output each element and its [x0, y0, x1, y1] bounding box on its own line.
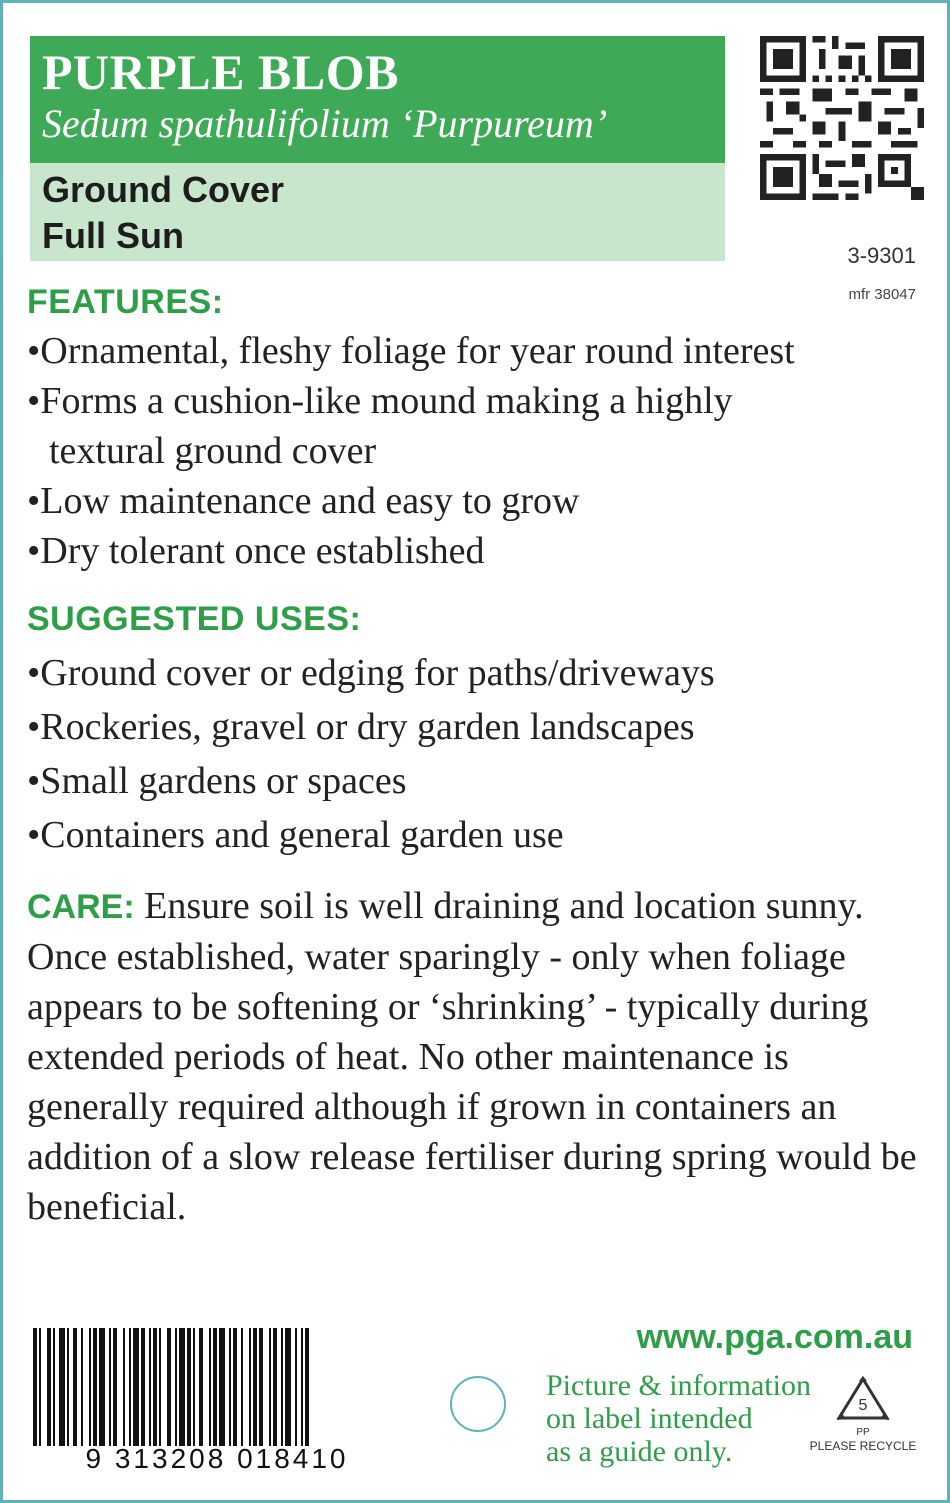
list-item: •Forms a cushion-like mound making a highly [27, 380, 733, 422]
list-item: textural ground cover [49, 430, 377, 472]
list-item: •Dry tolerant once established [27, 530, 485, 572]
qr-code-icon [760, 36, 924, 200]
disclaimer-line: Picture & information [546, 1369, 811, 1402]
attribute-sun: Full Sun [42, 215, 184, 256]
botanical-name: Sedum spathulifolium ‘Purpureum’ [42, 101, 608, 146]
title-box [30, 36, 725, 261]
common-name: PURPLE BLOB [42, 44, 399, 100]
mfr-code: mfr 38047 [848, 286, 916, 303]
barcode-icon [33, 1328, 401, 1473]
features-list [27, 326, 927, 576]
list-item: •Low maintenance and easy to grow [27, 480, 580, 522]
care-text: Ensure soil is well draining and location sunny. Once established, water sparingly - only when foliage appears to be softening or ‘shrinking’ - typically during extended periods of heat. No other maintenance is generally required although if grown in containers an addition of a slow release fertiliser during spring would be beneficial. [27, 885, 917, 1228]
barcode-number: 9 313208 018410 [85, 1443, 349, 1473]
disclaimer-line: on label intended [546, 1402, 753, 1435]
list-item: •Ground cover or edging for paths/driveways [27, 652, 715, 694]
attribute-panel [30, 163, 725, 261]
recycle-text: PLEASE RECYCLE [809, 1439, 917, 1453]
disclaimer-line: as a guide only. [546, 1435, 733, 1468]
list-item: •Rockeries, gravel or dry garden landscapes [27, 706, 695, 748]
list-item: •Small gardens or spaces [27, 760, 407, 802]
attribute-type: Ground Cover [42, 169, 285, 210]
recycle-code: 5 [858, 1397, 868, 1414]
uses-list [27, 648, 927, 860]
care-heading: CARE: [27, 888, 135, 926]
care-section [27, 881, 922, 1232]
list-item: •Ornamental, fleshy foliage for year round interest [27, 330, 795, 372]
title-banner [30, 36, 725, 163]
list-item: •Containers and general garden use [27, 814, 564, 856]
recycle-material: PP [856, 1427, 870, 1438]
item-code: 3-9301 [847, 243, 916, 268]
recycle-badge [803, 1376, 923, 1453]
website-url: www.pga.com.au [636, 1318, 913, 1356]
recycle-icon [835, 1376, 891, 1422]
hang-hole-circle [450, 1376, 506, 1432]
uses-heading: SUGGESTED USES: [27, 600, 362, 638]
features-heading: FEATURES: [27, 283, 224, 321]
